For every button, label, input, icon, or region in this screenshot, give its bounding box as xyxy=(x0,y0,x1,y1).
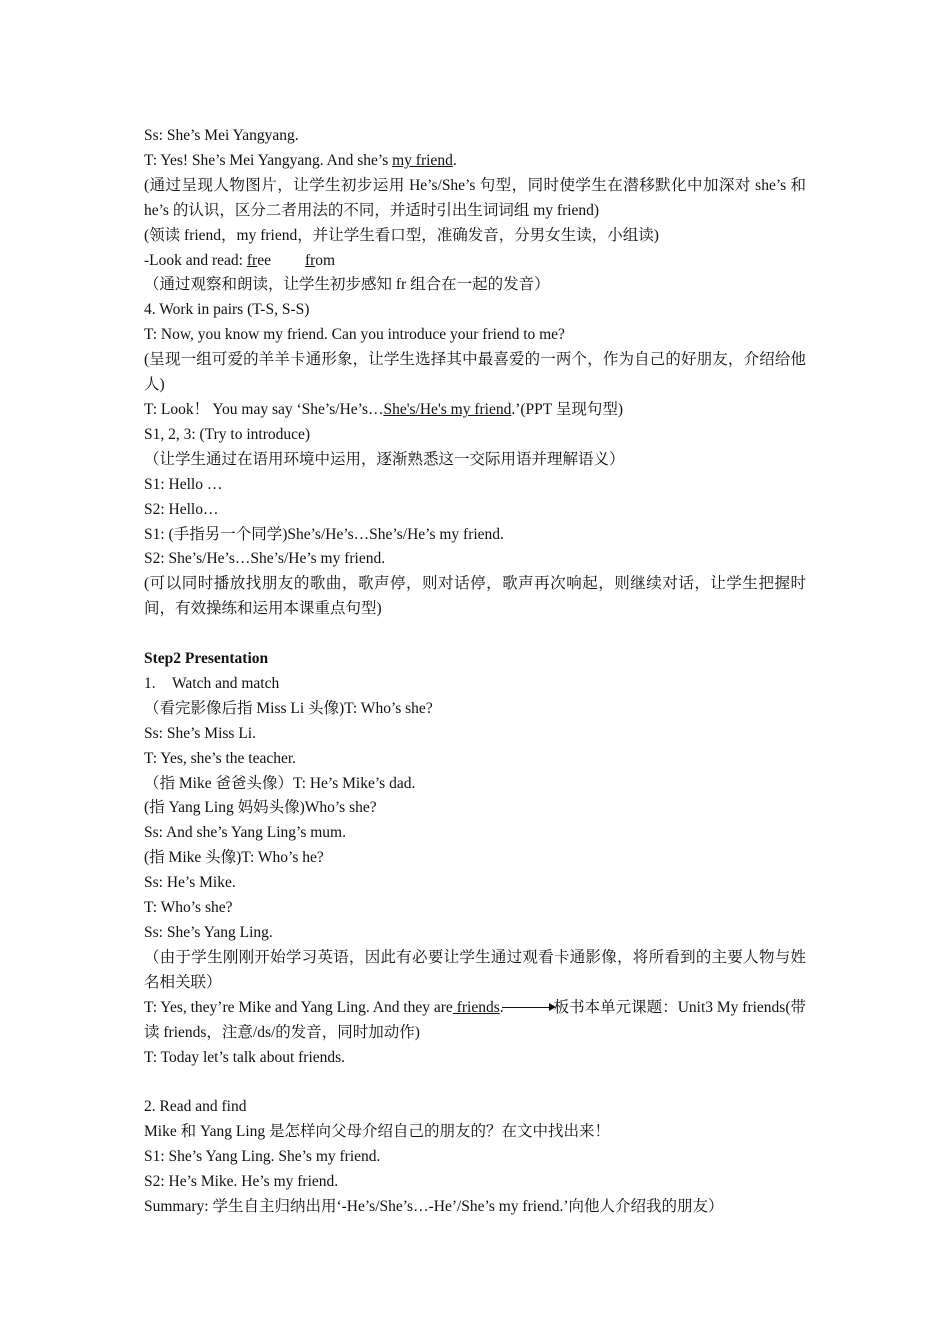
text-span: ee xyxy=(257,251,271,269)
text-line: Ss: And she’s Yang Ling’s mum. xyxy=(144,824,346,842)
text-span: om xyxy=(315,251,336,269)
list-number: 1. xyxy=(144,674,156,692)
text-line: （通过观察和朗读，让学生初步感知 fr 组合在一起的发音） xyxy=(144,276,550,294)
text-line: S2: He’s Mike. He’s my friend. xyxy=(144,1173,339,1191)
text-line: (领读 friend，my friend，并让学生看口型，准确发音，分男女生读，小组读) xyxy=(144,226,659,244)
text-span: T: Yes! She’s Mei Yangyang. And she’s xyxy=(144,151,393,169)
text-span: T: Look！ You may say ‘She’s/He’s… xyxy=(144,400,384,418)
text-line: S1: Hello … xyxy=(144,475,223,493)
text-line: S1: She’s Yang Ling. She’s my friend. xyxy=(144,1148,381,1166)
text-line xyxy=(144,249,806,274)
text-line: T: Today let’s talk about friends. xyxy=(144,1048,346,1066)
text-line: 2. Read and find xyxy=(144,1098,247,1116)
text-line: (指 Mike 头像)T: Who’s he? xyxy=(144,849,324,867)
text-line: S2: She’s/He’s…She’s/He’s my friend. xyxy=(144,550,386,568)
underlined-text: friends xyxy=(452,998,500,1016)
text-line: Ss: She’s Mei Yangyang. xyxy=(144,127,299,144)
text-line: Summary: 学生自主归纳出用‘-He’s/She’s…-He’/She’s my friend.’向他人介绍我的朋友） xyxy=(144,1197,724,1215)
lesson-plan-text xyxy=(144,124,806,1220)
arrow-icon xyxy=(502,1003,556,1013)
text-span: 板书本单元课题：Unit3 My friends(带读 friends，注意/ds/的发音，同时加动作) xyxy=(144,998,807,1041)
text-line xyxy=(144,398,806,423)
text-span: T: Yes, they’re Mike and Yang Ling. And they are xyxy=(144,998,453,1016)
text-line: S2: Hello… xyxy=(144,500,219,518)
text-span: . xyxy=(452,151,457,169)
text-line: Ss: He’s Mike. xyxy=(144,874,236,892)
underlined-text: my friend xyxy=(392,151,453,169)
underlined-text: fr xyxy=(246,251,258,269)
text-line: （让学生通过在语用环境中运用，逐渐熟悉这一交际用语并理解语义） xyxy=(144,450,625,468)
section-heading: Step2 Presentation xyxy=(144,650,269,668)
underlined-text: She's/He's my friend xyxy=(383,400,512,418)
text-paragraph: （由于学生刚刚开始学习英语，因此有必要让学生通过观看卡通影像，将所看到的主要人物与姓名相关联） xyxy=(144,948,806,991)
text-span: -Look and read: xyxy=(144,251,247,269)
text-line xyxy=(144,672,806,697)
text-line: （指 Mike 爸爸头像）T: He’s Mike’s dad. xyxy=(144,774,416,792)
text-line: T: Yes, she’s the teacher. xyxy=(144,749,297,767)
text-line: 4. Work in pairs (T-S, S-S) xyxy=(144,301,310,319)
text-line xyxy=(144,149,806,174)
text-line: T: Now, you know my friend. Can you introduce your friend to me? xyxy=(144,326,565,344)
text-line: (指 Yang Ling 妈妈头像)Who’s she? xyxy=(144,799,377,817)
underlined-text: fr xyxy=(304,251,316,269)
text-paragraph: (可以同时播放找朋友的歌曲，歌声停，则对话停，歌声再次响起，则继续对话，让学生把握时间，有效操练和运用本课重点句型) xyxy=(144,575,806,618)
text-paragraph xyxy=(144,996,806,1046)
text-line: T: Who’s she? xyxy=(144,899,233,917)
text-line: Mike 和 Yang Ling 是怎样向父母介绍自己的朋友的？在文中找出来！ xyxy=(144,1123,611,1141)
text-line: S1: (手指另一个同学)She’s/He’s…She’s/He’s my friend. xyxy=(144,525,504,543)
text-line: Ss: She’s Yang Ling. xyxy=(144,923,273,941)
text-span: Watch and match xyxy=(172,674,280,692)
text-line: S1, 2, 3: (Try to introduce) xyxy=(144,425,311,443)
text-paragraph: (通过呈现人物图片，让学生初步运用 He’s/She’s 句型，同时使学生在潜移默化中加深对 she’s 和 he’s 的认识，区分二者用法的不同，并适时引出生词词组 my friend) xyxy=(144,176,806,219)
text-span: . xyxy=(499,998,504,1016)
text-span: .’(PPT 呈现句型) xyxy=(511,400,624,418)
text-paragraph: (呈现一组可爱的羊羊卡通形象，让学生选择其中最喜爱的一两个，作为自己的好朋友，介绍给他人) xyxy=(144,351,806,394)
text-line: （看完影像后指 Miss Li 头像)T: Who’s she? xyxy=(144,699,433,717)
text-line: Ss: She’s Miss Li. xyxy=(144,724,256,742)
